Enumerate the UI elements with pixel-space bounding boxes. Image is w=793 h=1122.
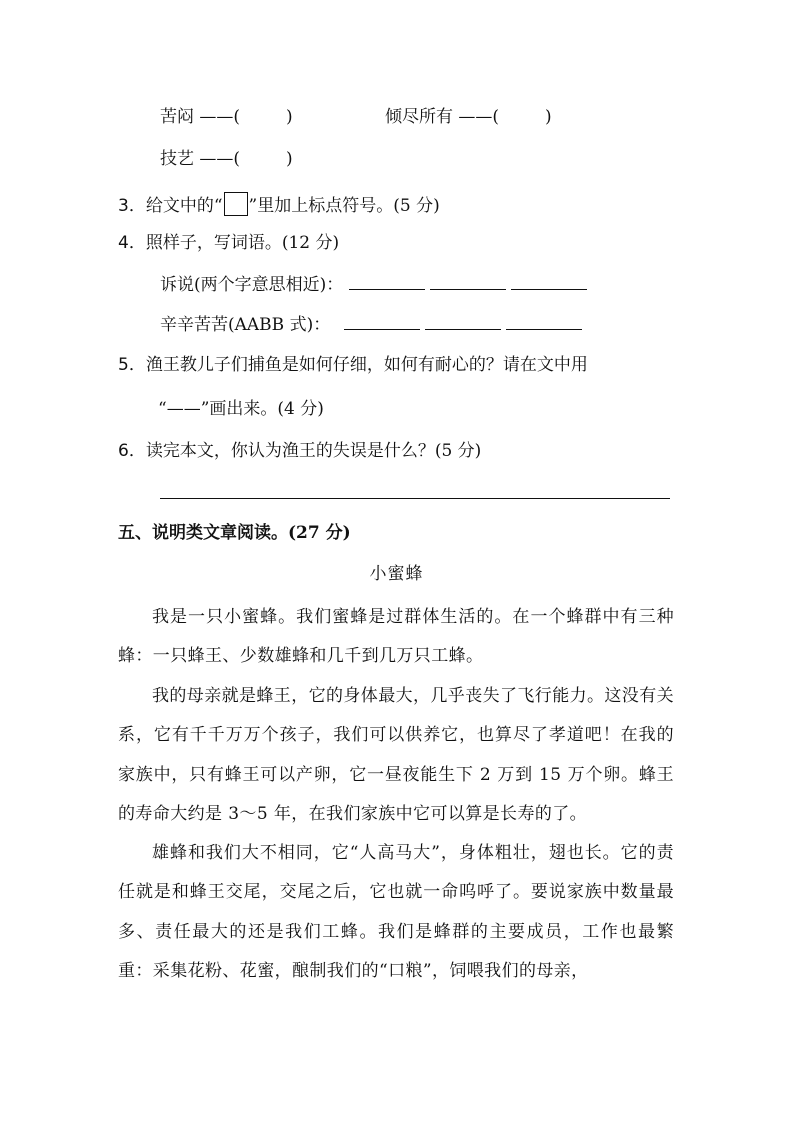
vocab-item-qingjin bbox=[385, 105, 552, 129]
vocab-close: ) bbox=[545, 107, 552, 127]
vocab-close: ) bbox=[286, 107, 293, 127]
question-text: 给文中的“ bbox=[145, 196, 223, 216]
question-text: 照样子，写词语。(12 分) bbox=[145, 233, 340, 253]
question-number: 4． bbox=[118, 233, 146, 253]
answer-blank[interactable] bbox=[425, 315, 501, 330]
vocab-item-kumen bbox=[160, 105, 293, 129]
article-paragraph-1: 我是一只小蜜蜂。我们蜜蜂是过群体生活的。在一个蜂群中有三种蜂：一只蜂王、少数雄蜂和几千到几万只工蜂。 bbox=[118, 607, 674, 667]
article-title: 小蜜蜂 bbox=[369, 564, 424, 584]
article-paragraph-2: 我的母亲就是蜂王，它的身体最大，几乎丧失了飞行能力。这没有关系，它有千千万万个孩子，我们可以供养它，也算尽了孝道吧！在我的家族中，只有蜂王可以产卵，它一昼夜能生下 2 万到 15 万个卵。蜂王的寿命大约是 3～5 年，在我们家族中它可以算是长寿的了。 bbox=[118, 686, 674, 824]
section-heading: 五、说明类文章阅读。(27 分) bbox=[118, 523, 351, 543]
question-text: 渔王教儿子们捕鱼是如何仔细，如何有耐心的？请在文中用 bbox=[145, 355, 588, 375]
vocab-item-jiyi bbox=[160, 147, 293, 171]
item-label: 辛辛苦苦(AABB 式)： bbox=[160, 315, 331, 335]
question-5-line2: “——”画出来。(4 分) bbox=[158, 399, 324, 419]
vocab-word: 倾尽所有 ——( bbox=[385, 107, 500, 127]
answer-blank[interactable] bbox=[344, 315, 420, 330]
question-6 bbox=[118, 439, 481, 463]
answer-blank[interactable] bbox=[511, 275, 587, 290]
vocab-word: 苦闷 ——( bbox=[160, 107, 241, 127]
item-label: 诉说(两个字意思相近)： bbox=[160, 275, 344, 295]
q4-item-xinxin bbox=[160, 313, 582, 337]
question-3 bbox=[118, 192, 440, 218]
question-number: 5． bbox=[118, 355, 146, 375]
article-paragraph-3: 雄蜂和我们大不相同，它“人高马大”，身体粗壮，翅也长。它的责任就是和蜂王交尾，交尾之后，它也就一命呜呼了。要说家族中数量最多、责任最大的还是我们工蜂。我们是蜂群的主要成员，工作也最繁重：采集花粉、花蜜，酿制我们的“口粮”，饲喂我们的母亲， bbox=[118, 843, 674, 981]
question-text: 读完本文，你认为渔王的失误是什么？(5 分) bbox=[145, 441, 482, 461]
answer-line[interactable] bbox=[160, 498, 670, 499]
question-number: 6． bbox=[118, 441, 146, 461]
question-4 bbox=[118, 231, 339, 255]
question-number: 3． bbox=[118, 196, 146, 216]
question-text: ”里加上标点符号。(5 分) bbox=[248, 196, 440, 216]
vocab-word: 技艺 ——( bbox=[160, 149, 241, 169]
q4-item-susuo bbox=[160, 273, 587, 297]
answer-blank[interactable] bbox=[506, 315, 582, 330]
vocab-close: ) bbox=[286, 149, 293, 169]
answer-blank[interactable] bbox=[349, 275, 425, 290]
question-5 bbox=[118, 353, 588, 377]
answer-blank[interactable] bbox=[430, 275, 506, 290]
punctuation-box[interactable] bbox=[224, 192, 248, 216]
